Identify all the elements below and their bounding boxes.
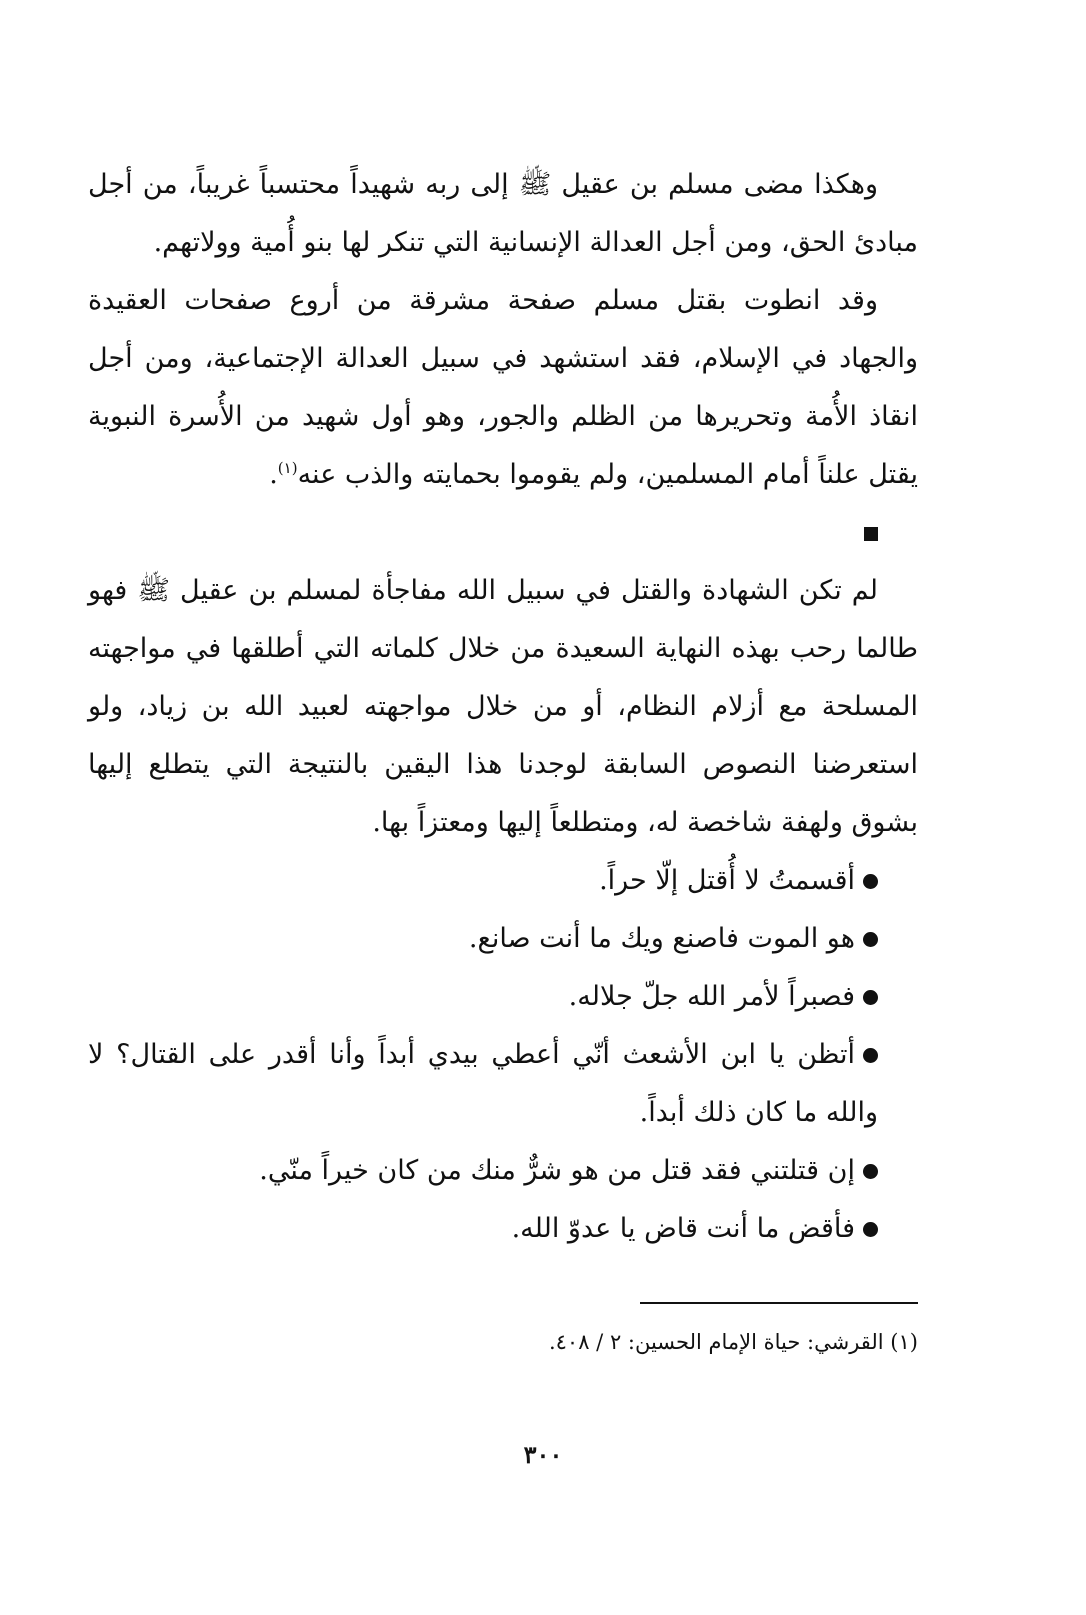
quote-item — [88, 910, 918, 968]
page-number: ٣٠٠ — [523, 1440, 563, 1469]
quote-text: هو الموت فاصنع ويك ما أنت صانع. — [468, 923, 855, 954]
paragraph-significance-end: . — [269, 459, 278, 490]
bullet-dot-icon — [863, 932, 878, 947]
paragraph-significance-text: وقد انطوت بقتل مسلم صفحة مشرقة من أروع صفحات العقيدة والجهاد في الإسلام، فقد استشهد في سبيل العدالة الإجتماعية، ومن أجل انقاذ الأُمة وتحريرها من الظلم والجور، وهو أول شهيد من الأُسرة النبوية يقتل علناً أمام المسلمين، ولم يقوموا بحمايته والذب عنه — [88, 285, 918, 490]
paragraph-significance — [88, 272, 918, 504]
section-heading — [88, 504, 918, 562]
footnote-divider — [640, 1302, 918, 1304]
footnote-reference: (١) — [277, 459, 298, 477]
main-text — [88, 156, 918, 1258]
bullet-dot-icon — [863, 1222, 878, 1237]
quote-item — [88, 968, 918, 1026]
quote-text: فصبراً لأمر الله جلّ جلاله. — [568, 981, 855, 1012]
quote-text: إن قتلتني فقد قتل من هو شرٌّ منك من كان خيراً منّي. — [259, 1155, 855, 1186]
quote-text: أقسمتُ لا أُقتل إلّا حراً. — [599, 865, 855, 896]
quote-item — [88, 1200, 918, 1258]
quote-text: أتظن يا ابن الأشعث أنّي أعطي بيدي أبداً وأنا أقدر على القتال؟ لا والله ما كان ذلك أبداً. — [88, 1039, 878, 1128]
quote-item — [88, 852, 918, 910]
paragraph-certainty: لم تكن الشهادة والقتل في سبيل الله مفاجأة لمسلم بن عقيل ﷺ فهو طالما رحب بهذه النهاية السعيدة من خلال كلماته التي أطلقها في مواجهته المسلحة مع أزلام النظام، أو من خلال مواجهته لعبيد الله بن زياد، ولو استعرضنا النصوص السابقة لوجدنا هذا اليقين بالنتيجة التي يتطلع إليها بشوق ولهفة شاخصة له، ومتطلعاً إليها ومعتزاً بها. — [88, 575, 919, 838]
quote-item — [88, 1142, 918, 1200]
bullet-dot-icon — [863, 1048, 878, 1063]
square-bullet-icon — [864, 527, 878, 541]
quote-item — [88, 1026, 918, 1142]
bullet-dot-icon — [863, 1164, 878, 1179]
bullet-dot-icon — [863, 874, 878, 889]
bullet-dot-icon — [863, 990, 878, 1005]
footnote: (١) القرشي: حياة الإمام الحسين: ٢ / ٤٠٨. — [548, 1330, 918, 1354]
quote-text: فأقض ما أنت قاض يا عدوّ الله. — [511, 1213, 855, 1244]
paragraph-martyrdom: وهكذا مضى مسلم بن عقيل ﷺ إلى ربه شهيداً محتسباً غريباً، من أجل مبادئ الحق، ومن أجل العدالة الإنسانية التي تنكر لها بنو أُمية وولاتهم. — [88, 169, 918, 258]
